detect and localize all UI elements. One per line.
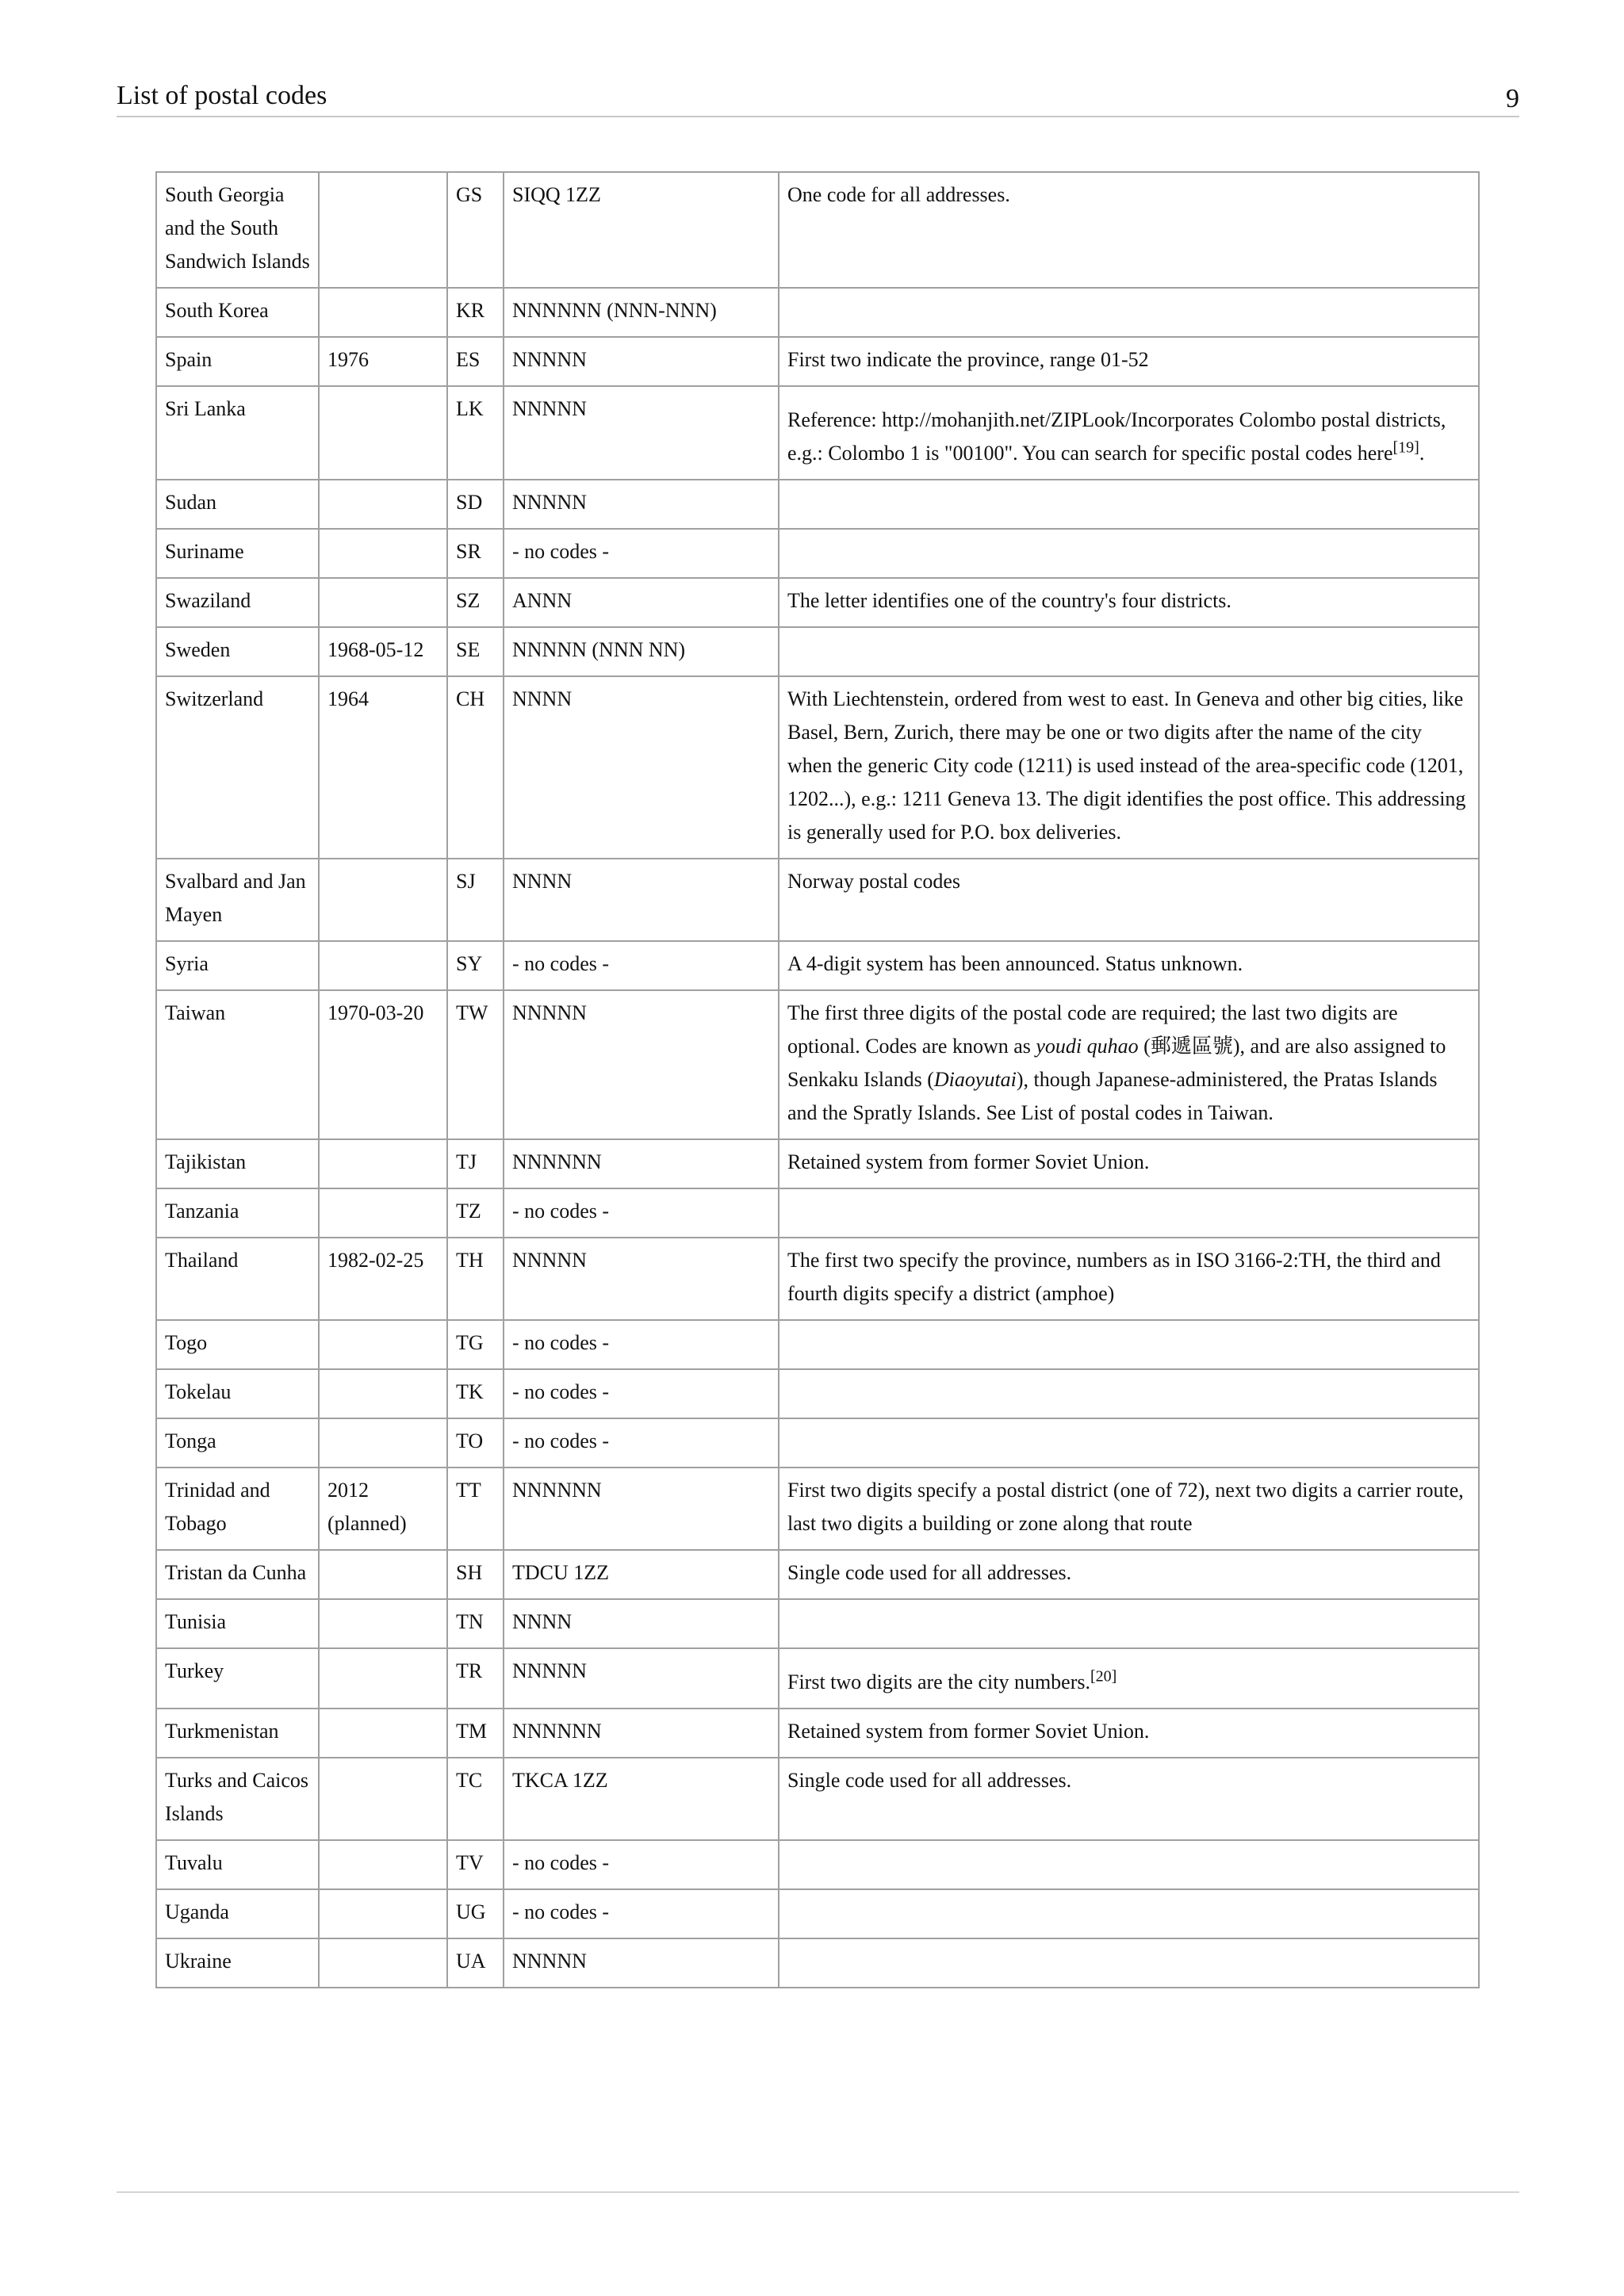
table-row: [156, 288, 1479, 337]
format-cell: NNNN: [504, 1599, 779, 1648]
iso-code-cell: TK: [447, 1369, 504, 1418]
country-cell: Switzerland: [156, 676, 319, 859]
table-row: [156, 1599, 1479, 1648]
format-cell: - no codes -: [504, 1418, 779, 1468]
country-cell: Tuvalu: [156, 1840, 319, 1889]
iso-code-cell: UG: [447, 1889, 504, 1938]
date-cell: [319, 172, 447, 288]
country-cell: Turks and Caicos Islands: [156, 1758, 319, 1840]
date-cell: [319, 386, 447, 480]
iso-code-cell: SR: [447, 529, 504, 578]
format-cell: NNNNN: [504, 1648, 779, 1709]
iso-code-cell: SY: [447, 941, 504, 990]
iso-code-cell: TM: [447, 1709, 504, 1758]
date-cell: [319, 288, 447, 337]
format-cell: - no codes -: [504, 941, 779, 990]
format-cell: NNNNNN: [504, 1468, 779, 1550]
format-cell: NNNNN: [504, 337, 779, 386]
format-cell: NNNNN: [504, 1238, 779, 1320]
format-cell: NNNNNN (NNN-NNN): [504, 288, 779, 337]
notes-text: (郵遞區號), and are also assigned to Senkaku Islands (: [787, 1035, 1446, 1091]
notes-cell: Retained system from former Soviet Union.: [779, 1709, 1479, 1758]
iso-code-cell: TW: [447, 990, 504, 1139]
iso-code-cell: GS: [447, 172, 504, 288]
page-title: List of postal codes: [117, 81, 327, 110]
date-cell: [319, 941, 447, 990]
format-cell: - no codes -: [504, 1320, 779, 1369]
format-cell: NNNNNN: [504, 1139, 779, 1188]
iso-code-cell: SZ: [447, 578, 504, 627]
postal-codes-table: [155, 171, 1480, 1988]
format-cell: NNNNNN: [504, 1709, 779, 1758]
country-cell: Tristan da Cunha: [156, 1550, 319, 1599]
notes-text: ), though Japanese-administered, the Pratas Islands and the Spratly Islands. See List of postal codes in Taiwan.: [787, 1068, 1438, 1124]
iso-code-cell: SD: [447, 480, 504, 529]
notes-text-block: [787, 392, 1470, 470]
notes-text: First two digits are the city numbers.: [787, 1670, 1091, 1693]
country-cell: Suriname: [156, 529, 319, 578]
iso-code-cell: TG: [447, 1320, 504, 1369]
notes-cell: Retained system from former Soviet Union.: [779, 1139, 1479, 1188]
notes-italic-text: youdi quhao: [1036, 1035, 1139, 1058]
table-row: [156, 337, 1479, 386]
date-cell: [319, 1938, 447, 1988]
table-row: [156, 1468, 1479, 1550]
notes-cell: First two digits specify a postal district (one of 72), next two digits a carrier route, last two digits a building or zone along that route: [779, 1468, 1479, 1550]
reference-link[interactable]: [20]: [1090, 1667, 1117, 1686]
notes-cell: One code for all addresses.: [779, 172, 1479, 288]
table-row: [156, 1320, 1479, 1369]
iso-code-cell: KR: [447, 288, 504, 337]
notes-text-block: [787, 1655, 1470, 1699]
notes-cell: [779, 529, 1479, 578]
table-body: [156, 172, 1479, 1988]
iso-code-cell: TT: [447, 1468, 504, 1550]
reference-link[interactable]: [19]: [1392, 438, 1419, 457]
table-row: [156, 676, 1479, 859]
iso-code-cell: TC: [447, 1758, 504, 1840]
table-row: [156, 627, 1479, 676]
table-row: [156, 578, 1479, 627]
table-row: [156, 1938, 1479, 1988]
country-cell: Thailand: [156, 1238, 319, 1320]
notes-cell: [779, 386, 1479, 480]
table-row: [156, 1188, 1479, 1238]
date-cell: [319, 1550, 447, 1599]
iso-code-cell: TN: [447, 1599, 504, 1648]
table-row: [156, 1418, 1479, 1468]
table-row: [156, 1369, 1479, 1418]
date-cell: [319, 859, 447, 941]
iso-code-cell: TH: [447, 1238, 504, 1320]
date-cell: 1970-03-20: [319, 990, 447, 1139]
country-cell: Sweden: [156, 627, 319, 676]
iso-code-cell: LK: [447, 386, 504, 480]
country-cell: South Korea: [156, 288, 319, 337]
iso-code-cell: ES: [447, 337, 504, 386]
format-cell: NNNN: [504, 676, 779, 859]
table-row: [156, 1840, 1479, 1889]
format-cell: ANNN: [504, 578, 779, 627]
iso-code-cell: TO: [447, 1418, 504, 1468]
notes-cell: A 4-digit system has been announced. Status unknown.: [779, 941, 1479, 990]
iso-code-cell: SJ: [447, 859, 504, 941]
table-row: [156, 1648, 1479, 1709]
iso-code-cell: TV: [447, 1840, 504, 1889]
date-cell: [319, 1139, 447, 1188]
iso-code-cell: TR: [447, 1648, 504, 1709]
notes-cell: [779, 1840, 1479, 1889]
format-cell: NNNNN: [504, 990, 779, 1139]
date-cell: 1976: [319, 337, 447, 386]
table-row: [156, 990, 1479, 1139]
date-cell: [319, 1840, 447, 1889]
iso-code-cell: SH: [447, 1550, 504, 1599]
table-row: [156, 1889, 1479, 1938]
table-row: [156, 1139, 1479, 1188]
country-cell: Tonga: [156, 1418, 319, 1468]
notes-cell: [779, 1648, 1479, 1709]
date-cell: 2012 (planned): [319, 1468, 447, 1550]
notes-text: .: [1419, 442, 1425, 465]
country-cell: Tokelau: [156, 1369, 319, 1418]
table-row: [156, 386, 1479, 480]
notes-cell: Norway postal codes: [779, 859, 1479, 941]
table-row: [156, 859, 1479, 941]
table-row: [156, 529, 1479, 578]
notes-cell: [779, 1418, 1479, 1468]
format-cell: NNNNN: [504, 386, 779, 480]
notes-cell: With Liechtenstein, ordered from west to east. In Geneva and other big cities, like Basel, Bern, Zurich, there may be one or two digits after the name of the city when the generic City code (1211) is used instead of the area-specific code (1201, 1202...), e.g.: 1211 Geneva 13. The digit identifies the post office. This addressing is generally used for P.O. box deliveries.: [779, 676, 1479, 859]
notes-cell: The first two specify the province, numbers as in ISO 3166-2:TH, the third and fourth digits specify a district (amphoe): [779, 1238, 1479, 1320]
table-row: [156, 480, 1479, 529]
postal-codes-table-container: [155, 171, 1478, 1988]
table-row: [156, 1709, 1479, 1758]
country-cell: Turkmenistan: [156, 1709, 319, 1758]
date-cell: [319, 1320, 447, 1369]
country-cell: Taiwan: [156, 990, 319, 1139]
notes-italic-text: Diaoyutai: [933, 1068, 1017, 1091]
date-cell: [319, 578, 447, 627]
notes-cell: [779, 1369, 1479, 1418]
iso-code-cell: TJ: [447, 1139, 504, 1188]
country-cell: Spain: [156, 337, 319, 386]
format-cell: SIQQ 1ZZ: [504, 172, 779, 288]
table-row: [156, 1238, 1479, 1320]
country-cell: Swaziland: [156, 578, 319, 627]
country-cell: Sri Lanka: [156, 386, 319, 480]
date-cell: [319, 1758, 447, 1840]
format-cell: - no codes -: [504, 1889, 779, 1938]
country-cell: Tunisia: [156, 1599, 319, 1648]
notes-cell: Single code used for all addresses.: [779, 1550, 1479, 1599]
notes-cell: [779, 1188, 1479, 1238]
notes-cell: [779, 1320, 1479, 1369]
date-cell: [319, 1709, 447, 1758]
format-cell: NNNNN: [504, 1938, 779, 1988]
format-cell: TDCU 1ZZ: [504, 1550, 779, 1599]
notes-text: The first three digits of the postal code are required; the last two digits are optional. Codes are known as: [787, 1001, 1398, 1058]
country-cell: Ukraine: [156, 1938, 319, 1988]
date-cell: [319, 1418, 447, 1468]
format-cell: - no codes -: [504, 1188, 779, 1238]
format-cell: - no codes -: [504, 529, 779, 578]
country-cell: Svalbard and Jan Mayen: [156, 859, 319, 941]
date-cell: [319, 1599, 447, 1648]
notes-cell: [779, 480, 1479, 529]
notes-cell: [779, 1938, 1479, 1988]
notes-cell: [779, 1889, 1479, 1938]
notes-cell: [779, 1599, 1479, 1648]
notes-text: Reference: http://mohanjith.net/ZIPLook/Incorporates Colombo postal districts, e.g.: Colombo 1 is "00100". You can search for specific postal codes here: [787, 408, 1446, 465]
format-cell: TKCA 1ZZ: [504, 1758, 779, 1840]
notes-cell: First two indicate the province, range 01-52: [779, 337, 1479, 386]
country-cell: Trinidad and Tobago: [156, 1468, 319, 1550]
notes-cell: [779, 288, 1479, 337]
date-cell: [319, 1188, 447, 1238]
date-cell: [319, 1648, 447, 1709]
format-cell: - no codes -: [504, 1840, 779, 1889]
country-cell: Togo: [156, 1320, 319, 1369]
format-cell: NNNNN: [504, 480, 779, 529]
table-row: [156, 941, 1479, 990]
format-cell: NNNN: [504, 859, 779, 941]
country-cell: South Georgia and the South Sandwich Islands: [156, 172, 319, 288]
date-cell: [319, 529, 447, 578]
table-row: [156, 172, 1479, 288]
iso-code-cell: SE: [447, 627, 504, 676]
date-cell: 1982-02-25: [319, 1238, 447, 1320]
country-cell: Uganda: [156, 1889, 319, 1938]
page-header: [117, 76, 1519, 117]
iso-code-cell: CH: [447, 676, 504, 859]
iso-code-cell: TZ: [447, 1188, 504, 1238]
country-cell: Syria: [156, 941, 319, 990]
table-row: [156, 1550, 1479, 1599]
iso-code-cell: UA: [447, 1938, 504, 1988]
date-cell: [319, 1369, 447, 1418]
footer-rule: [117, 2191, 1519, 2193]
format-cell: NNNNN (NNN NN): [504, 627, 779, 676]
notes-cell: Single code used for all addresses.: [779, 1758, 1479, 1840]
date-cell: [319, 480, 447, 529]
notes-cell: The letter identifies one of the country's four districts.: [779, 578, 1479, 627]
country-cell: Tajikistan: [156, 1139, 319, 1188]
country-cell: Turkey: [156, 1648, 319, 1709]
country-cell: Sudan: [156, 480, 319, 529]
date-cell: 1964: [319, 676, 447, 859]
notes-cell: [779, 990, 1479, 1139]
format-cell: - no codes -: [504, 1369, 779, 1418]
page-number: 9: [1506, 84, 1519, 113]
date-cell: 1968-05-12: [319, 627, 447, 676]
date-cell: [319, 1889, 447, 1938]
notes-cell: [779, 627, 1479, 676]
table-row: [156, 1758, 1479, 1840]
country-cell: Tanzania: [156, 1188, 319, 1238]
